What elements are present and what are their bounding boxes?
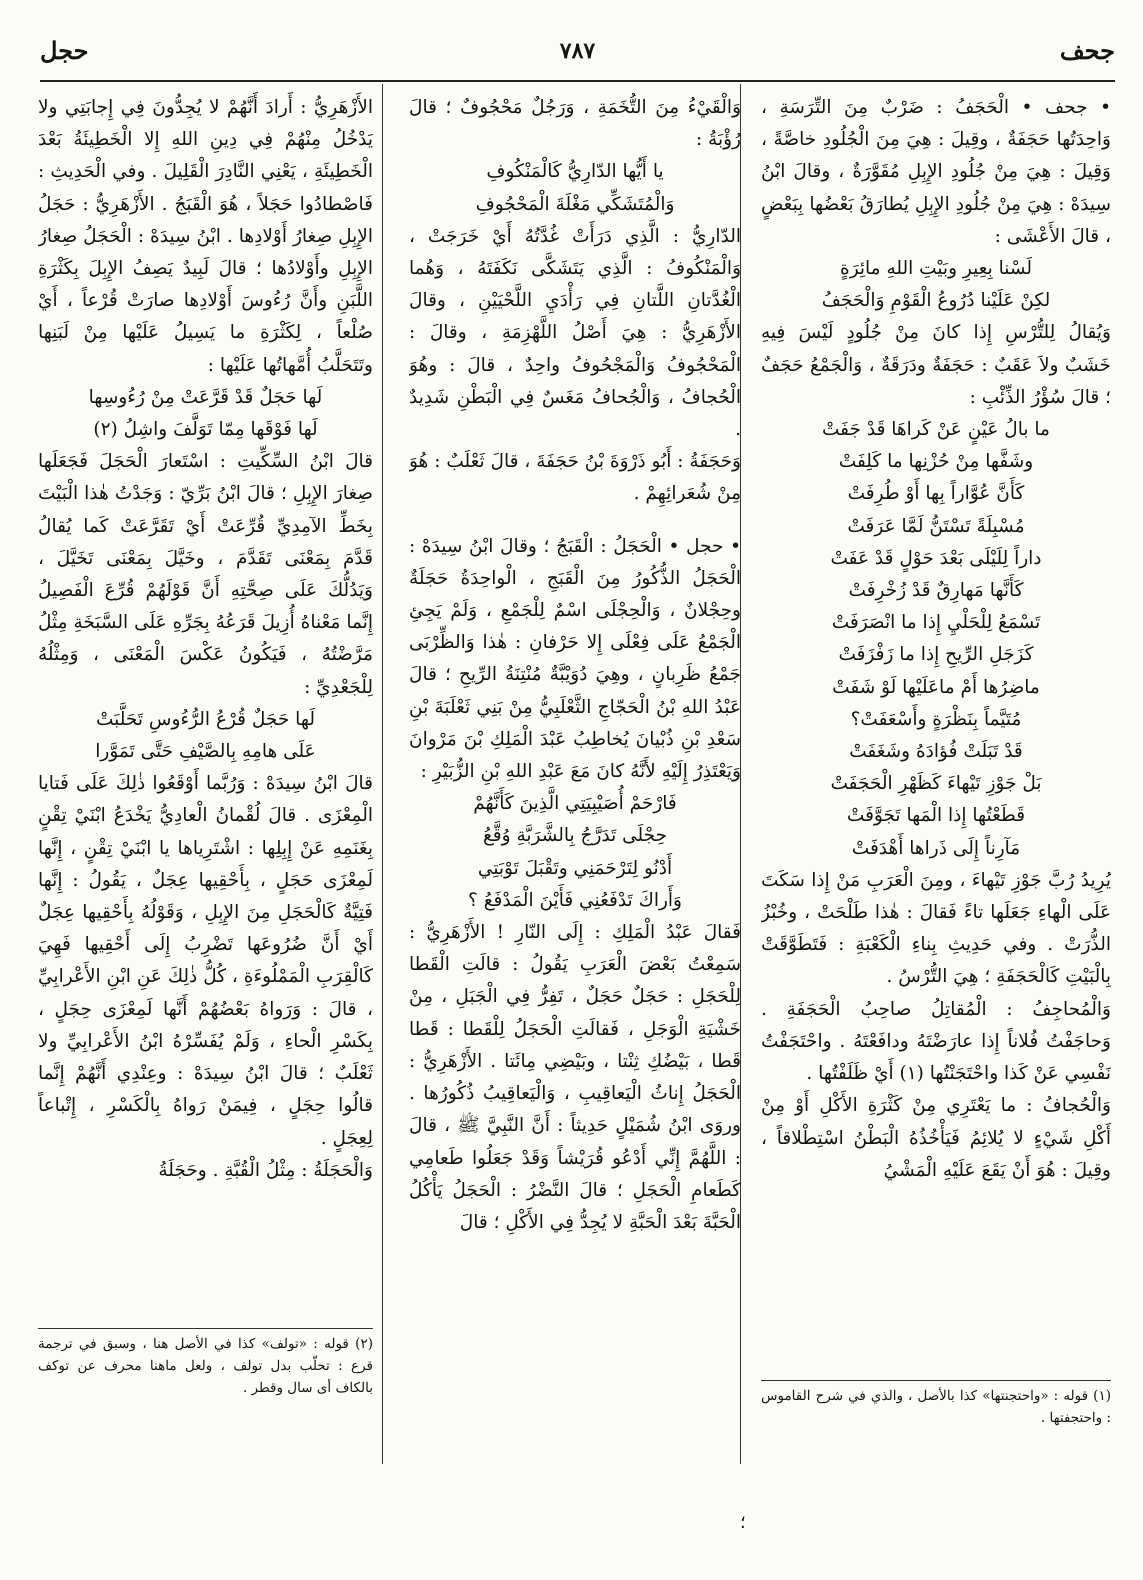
verse-line: يا أَيُّها الدّارِيُّ كَالْمَنْكُوفِ [486, 161, 664, 183]
verse-line: لَسْنا بِعِيرِ وبَيْتِ اللهِ مائِرَةٍ [840, 258, 1032, 280]
column-right [761, 92, 1111, 1444]
verse-line: وشَفَّها مِنْ حُزْنِها ما كَلِفَتْ [838, 451, 1034, 473]
column-divider [382, 84, 383, 1464]
verse-line: وَالْمُتَشَكِّي مَغْلَةَ الْمَحْجُوفِ [475, 193, 675, 215]
verse-line: كَزَجَلِ الرِّيحِ إِذا ما زَفْزَفَتْ [838, 644, 1034, 666]
entry-gap [409, 511, 741, 531]
verse-line: لكِنْ عَلَيْنا دُرُوعُ الْقَوْمِ وَالْحَجَفُ [821, 290, 1051, 312]
verse-line: عَلَى هامِهِ بِالصَّيْفِ حَتَّى تَمَوَّرا [95, 741, 316, 763]
entry-paragraph: فَقالَ عَبْدُ الْمَلِكِ : إِلَى النّارِ ! الأَزْهَرِيُّ : سَمِعْتُ بَعْضَ الْعَرَبِ يَقُولُ : قالَتِ الْقَطا لِلْحَجَلِ : حَجَلٌ حَجَلٌ ، تَفِرُّ فِي الْجَبَلِ ، مِنْ خَشْيَةِ الْوَجَلِ ، فَقالَتِ الْحَجَلُ لِلْقَطا : قَطا قَطا ، بَيْضُكِ ثِنْتا ، وبَيْضِي مِائَتا . الأَزْهَرِيُّ : الْحَجَلُ إِناثُ الْيَعاقِيبِ ، وَالْيَعاقِيبُ ذُكُورُها . وروَى ابْنُ شُمَيْلٍ حَدِيثاً : أَنَّ النَّبِيَّ ﷺ ، قالَ : اللَّهُمَّ إِنِّي أَدْعُو قُرَيْشاً وَقَدْ جَعَلُوا طَعامِي كَطَعامِ الْحَجَلِ ؛ قالَ النَّضْرُ : الْحَجَلُ يَأْكُلُ الْحَبَّةَ بَعْدَ الْحَبَّةِ لا يُجِدُّ فِي الأَكْلِ ؛ قالَ [409, 922, 741, 1233]
column-middle [409, 92, 741, 1444]
footnote-right [761, 1380, 1111, 1429]
entry-paragraph: • جحف • الْحَجَفُ : ضَرْبٌ مِنَ التِّرَسَةِ ، وَاحِدَتُها حَجَفَةٌ ، وقِيلَ : هِيَ مِنَ الْجُلُودِ خاصَّةً ، وَقِيلَ : هِيَ مِنْ جُلُودِ الإِبِلِ مُقَوَّرَةٌ ، وقالَ ابْنُ سِيدَهْ : هِيَ مِنْ جُلُودِ الإِبِلِ يُطارَقُ بَعْضُها بِبَعْضٍ ، قالَ الأَعْشَى : [761, 97, 1111, 247]
entry-paragraph: الأَزْهَرِيُّ : أَرادَ أَنَّهُمْ لا يُجِدُّونَ فِي إِجابَتِي ولا يَدْخُلُ مِنْهُمْ فِي دِينِ اللهِ إِلا الْخَطِيئَةُ بَعْدَ الْخَطِيئَةِ ، يَعْنِي النَّادِرَ الْقَلِيلَ . وفي الْحَدِيثِ : فَاصْطادُوا حَجَلاً ، هُوَ الْقَبَجُ . الأَزْهَرِيُّ : حَجَلُ الإِبِلِ صِغارُ أَوْلادِها . ابْنُ سِيدَهْ : الْحَجَلُ صِغارُ الإِبِلِ وأَوْلادُها ؛ قالَ لَبِيدٌ يَصِفُ الإِبِلَ بِكَثْرَةِ اللَّبَنِ وأَنَّ رُءُوسَ أَوْلادِها صارَتْ قُرْعاً ، أَيْ صُلْعاً ، لِكَثْرَةِ ما يَسِيلُ عَلَيْها مِنْ لَبَنِها وتَتَحَلَّبُ أُمَّهاتُها عَلَيْها : [38, 97, 373, 376]
verse-line: ماضِرُها أَمْ ماعَلَيْها لَوْ شَفَتْ [832, 676, 1040, 698]
bottom-mark: ؛ [740, 1512, 746, 1533]
verse-line: داراً لِلَيْلَى بَعْدَ حَوْلٍ قَدْ عَفَتْ [830, 547, 1042, 569]
entry-paragraph: وَالْقَيْءُ مِنَ التُّخَمَةِ ، وَرَجُلٌ مَحْجُوفٌ ؛ قالَ رُؤْبَةُ : [409, 97, 741, 151]
verse-line: أَدْنُو لِتَرْحَمَنِي وتَقْبَلَ تَوْبَتِي [477, 857, 673, 879]
column-left [38, 92, 373, 1444]
entry-paragraph: يُرِيدُ رُبَّ جَوْزِ تَيْهاءَ ، ومِنَ الْعَرَبِ مَنْ إِذا سَكَتَ عَلَى الْهاءِ جَعَلَها تاءً فَقالَ : هٰذا طَلْحَتْ ، وخُبْزُ الذُّرَتْ . وفي حَدِيثِ بِناءِ الْكَعْبَةِ : فَتَطَوَّقَتْ بِالْبَيْتِ كَالْحَجَفَةِ ؛ هِيَ التُّرْسُ . [761, 869, 1111, 988]
verse-line: بَلْ جَوْزِ تَيْهاءَ كَظَهْرِ الْحَجَفَتْ [830, 773, 1042, 795]
verse-line: ما بالُ عَيْنٍ عَنْ كَراهَا قَدْ جَفَتْ [822, 419, 1050, 441]
entry-paragraph: وَالْحَجَلَةُ : مِثْلُ الْقُبَّةِ . وحَجَلَةُ [158, 1159, 373, 1181]
verse-line: قَطَعْتُها إِذا الْمَها تَجَوَّفَتْ [846, 805, 1026, 827]
verse-line: فَارْحَمْ أُصَيْبِيَتِي الَّذِينَ كَأَنَّهُمْ [473, 793, 677, 815]
footnote-text: (٢) قوله : «تولف» كذا في الأصل هنا ، وسبق في ترجمة قرع : تحلّب بدل تولف ، ولعل ماهنا محرف عن توكف بالكاف أى سال وقطر . [38, 1336, 373, 1396]
verse-line: قَدْ تَبَلَتْ فُؤادَهُ وشَغَفَتْ [849, 741, 1023, 763]
verse-line: لَها حَجَلٌ قُرْعُ الرُّءُوسِ تَحَلَّبَتْ [96, 708, 315, 730]
verse-line: مُتَيَّماً بِنَظْرَةٍ وأَسْعَفَتْ؟ [850, 708, 1022, 730]
verse-line: كَأَنَّ عُوَّاراً بِها أَوْ طُرِفَتْ [847, 483, 1025, 505]
entry-paragraph: وَيُقالُ لِلتُّرْسِ إِذا كانَ مِنْ جُلُودٍ لَيْسَ فِيهِ خَشَبٌ ولاَ عَقَبٌ : حَجَفَةٌ ودَرَقَةٌ ، وَالْجَمْعُ حَجَفٌ ؛ قالَ سُؤْرُ الذِّئْبِ : [761, 322, 1111, 408]
verse-line: مُسْبِلَةً تَسْتَنُّ لَمَّا عَرَفَتْ [847, 515, 1025, 537]
entry-paragraph: وَالْحُجافُ : ما يَعْتَرِي مِنْ كَثْرَةِ الأَكْلِ أَوْ مِنْ أَكْلِ شَيْءٍ لا يُلائِمُ فَيَأْخُذُهُ الْبَطْنُ اسْتِطْلاقاً ، وقِيلَ : هُوَ أَنْ يَقَعَ عَلَيْهِ الْمَشْيُ [761, 1095, 1111, 1181]
verse-line: لَها فَوْقَها مِمّا تَوَلَّفَ واشِلُ (٢) [93, 419, 318, 441]
header-rule [40, 80, 1115, 82]
entry-paragraph: وَحَجَفَةُ : أَبُو ذَرْوَةَ بْنُ حَجَفَةَ ، قالَ ثَعْلَبٌ : هُوَ مِنْ شُعَرائِهِمْ . [409, 451, 741, 505]
verse-line: تَسْمَعُ لِلْحَلْيِ إِذا ما انْصَرَفَتْ [831, 612, 1041, 634]
header-root-word-right: جحف [1059, 36, 1115, 65]
verse-line: لَها حَجَلٌ قَدْ قَرَّعَتْ مِنْ رُءُوسِها [88, 386, 323, 408]
entry-paragraph: قالَ ابْنُ سِيدَهْ : وَرُبَّما أَوْقَعُوا ذٰلِكَ عَلَى فَتايا الْمِعْزَى . قالَ لُقْمانُ الْعادِيُّ يَخْدَعُ ابْنَيْ تِقْنٍ بِغَنَمِهِ عَنْ إِبِلِها : اشْتَرِياها يا ابْنَيْ تِقْنٍ ، إِنَّها لَمِعْزَى حَجَلٍ ، بِأَحْقِيها عِجَلٌ ، يَقُولُ : إِنَّها فَتِيَّةٌ كَالْحَجَلِ مِنَ الإِبِلِ ، وَقَوْلُهُ بِأَحْقِيها عِجَلٌ أَيْ أَنَّ ضُرُوعَها تَضْرِبُ إِلَى أَحْقِيها فَهِيَ كَالْقِرَبِ الْمَمْلُوءَةِ ، كُلُّ ذٰلِكَ عَنِ ابْنِ الأَعْرابِيِّ ، قالَ : وَرَواهُ بَعْضُهُمْ أَنَّها لَمِعْزَى حِجَلٍ ، بِكَسْرِ الْحاءِ ، وَلَمْ يُفَسِّرْهُ ابْنُ الأَعْرابِيِّ ولا ثَعْلَبٌ ؛ قالَ ابْنُ سِيدَهْ : وعِنْدِي أَنَّهُمْ إِنَّما قالُوا حِجَلٍ ، فِيمَنْ رَواهُ بِالْكَسْرِ ، إِتْباعاً لِعِجَلٍ . [38, 773, 373, 1149]
header-root-word-left: حجل [40, 36, 89, 65]
verse-line: مَآرِناً إِلَى ذَراها أَهْدَفَتْ [851, 837, 1021, 859]
footnote-text: (١) قوله : «واحتجنتها» كذا بالأصل ، والذي في شرح القاموس : واحتجفتها . [761, 1388, 1111, 1426]
verse-line: وَأَراكَ تَدْفَعُنِي فَأَيْنَ الْمَدْفَعُ ؟ [468, 889, 682, 911]
entry-paragraph: الدّارِيُّ : الَّذِي دَرَأَتْ غُدَّتُهُ أَيْ خَرَجَتْ ، وَالْمَنْكُوفُ : الَّذِي يَتَشَكَّى نَكَفَتَهُ ، وَهُما الْغُدَّتانِ اللَّتانِ فِي رَأْدَيِ اللَّحْيَيْنِ ، وقالَ الأَزْهَرِيُّ : هِيَ أَصْلُ اللَّهْزِمَةِ ، وقالَ : الْمَحْجُوفُ وَالْمَجْحُوفُ واحِدٌ ، قالَ : وهُوَ الْحُجافُ ، وَالْجُحافُ مَغَسٌ فِي الْبَطْنِ شَدِيدٌ . [409, 225, 741, 441]
page-number: ٧٨٧ [559, 38, 596, 64]
page-header [40, 32, 1115, 72]
verse-line: كَأَنَّها مَهارِقٌ قَدْ زُخْرِفَتْ [848, 580, 1024, 602]
footnote-rule [761, 1380, 1111, 1381]
verse-line: حِجْلَى تَدَرَّجُ بِالشَّرَبَّةِ وُقَّعُ [482, 825, 668, 847]
footnote-rule [38, 1328, 373, 1329]
entry-paragraph: قالَ ابْنُ السِّكِّيتِ : اسْتَعارَ الْحَجَلَ فَجَعَلَها صِغارَ الإِبِلِ ؛ قالَ ابْنُ بَرِّيّ : وَجَدْتُ هٰذا الْبَيْتَ بِخَطِّ الآمِدِيِّ قُرِّعَتْ أَيْ تَقَرَّعَتْ كَما يُقالُ قَدَّمَ بِمَعْنَى تَقَدَّمَ ، وخَيَّلَ بِمَعْنَى تَخَيَّلَ ، وَيَدُلُّكَ عَلَى صِحَّتِهِ أَنَّ قَوْلَهُمْ قُرِّعَ الْفَصِيلُ إِنَّما مَعْناهُ أُزِيلَ قَرَعُهُ بِجَرِّهِ عَلَى السَّبَخَةِ مِثْلُ مَرَّضْتُهُ ، فَيَكُونُ عَكْسَ الْمَعْنَى ، وَمِثْلُهُ لِلْجَعْدِيِّ : [38, 451, 373, 698]
footnote-left [38, 1328, 373, 1399]
entry-paragraph: وَالْمُحاجِفُ : الْمُقاتِلُ صاحِبُ الْحَجَفَةِ . وَحاجَفْتُ فُلاناً إِذا عارَضْتَهُ ودافَعْتَهُ . واحْتَجَفْتُ نَفْسِي عَنْ كَذا واحْتَجَنْتُها (١) أَيْ ظَلَفْتُها . [761, 998, 1111, 1085]
entry-paragraph: • حجل • الْحَجَلُ : الْقَبَجُ ؛ وقالَ ابْنُ سِيدَهْ : الْحَجَلُ الذُّكُورُ مِنَ الْقَبَجِ ، الْواحِدَةُ حَجَلَةٌ وحِجْلانٌ ، وَالْحِجْلَى اسْمٌ لِلْجَمْعِ ، وَلَمْ يَجِئِ الْجَمْعُ عَلَى فِعْلَى إِلا حَرْفانِ : هٰذا وَالظِّرْبَى جَمْعُ ظَرِبانٍ ، وهِيَ دُوَيْبَّةٌ مُنْتِنَةُ الرِّيحِ ؛ قالَ عَبْدُ اللهِ بْنُ الْحَجّاجِ الثَّعْلَبِيُّ مِنْ بَنِي ثَعْلَبَةَ بْنِ سَعْدِ بْنِ ذُبْيانَ يُخاطِبُ عَبْدَ الْمَلِكِ بْنَ مَرْوانَ وَيَعْتَذِرُ إِلَيْهِ لأَنَّهُ كانَ مَعَ عَبْدِ اللهِ بْنِ الزُّبَيْرِ : [409, 535, 741, 783]
